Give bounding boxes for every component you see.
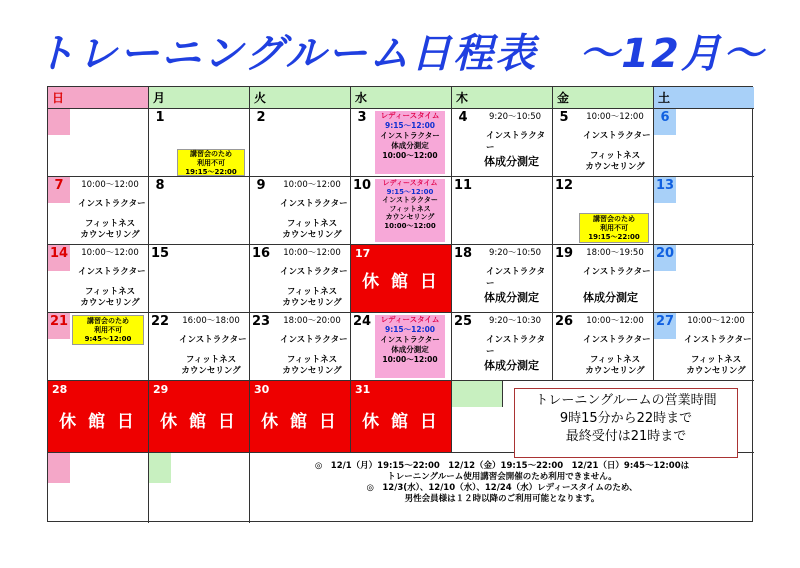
day-number: 10 [352,178,372,193]
body-comp-label: 体成分測定 [583,291,638,304]
instructor-label: インストラクター [583,335,651,345]
counsel-text: カウンセリング [282,366,342,376]
day-cell-11 [452,177,553,245]
fitness-text: フィットネス [84,287,136,297]
day-cell-1 [149,109,250,177]
day-cell-25 [452,313,553,381]
day-number: 27 [654,313,676,339]
session-time: 10:00～12:00 [81,248,139,258]
closed-day-17 [351,245,452,313]
session-time: 10:00～12:00 [283,180,341,190]
session-time: 18:00～19:50 [586,248,644,258]
day-cell-19 [553,245,654,313]
closed-day-29 [149,381,250,453]
instructor-label: インストラクター [280,267,348,277]
fitness-text: フィットネス [389,204,431,213]
day-cell-24 [351,313,452,381]
header-tue: 火 [250,87,351,109]
day-cell-12 [553,177,654,245]
day-cell-15 [149,245,250,313]
fitness-label [70,219,149,241]
notice-text: 利用不可 [600,224,628,232]
notice-text: 講習会のため [190,150,232,158]
day-number: 24 [352,314,372,329]
day-cell-21 [48,313,149,381]
day-number: 11 [453,178,473,193]
fitness-label [272,287,351,309]
header-wed: 水 [351,87,452,109]
session-time: 9:20～10:50 [488,248,542,258]
counsel-text: カウンセリング [181,366,241,376]
counsel-text: カウンセリング [282,298,342,308]
note-line-3: ◎ 12/3(水）、12/10（水）、12/24（水）レディースタイムのため、 [366,483,638,493]
day-cell-6 [654,109,754,177]
day-number: 3 [357,110,367,125]
day-number: 7 [48,177,70,203]
day-cell-20 [654,245,754,313]
ladies-time: 9:15～12:00 [384,325,436,334]
day-number: 26 [554,314,574,329]
day-number: 2 [256,110,266,125]
instructor-label: インストラクター [380,335,440,344]
day-cell-16 [250,245,351,313]
day-cell-13 [654,177,754,245]
fitness-text: フィットネス [286,287,338,297]
notice-box [177,149,245,176]
instructor-label: インストラクター [583,131,651,141]
hours-line-2: 9時15分から22時まで [559,411,693,426]
session-time: 9:20～10:30 [488,316,542,326]
session-time: 10:00～12:00 [586,112,644,122]
closed-day-30 [250,381,351,453]
sunday-marker [48,109,70,135]
business-hours-box [514,388,738,458]
instructor-label: インストラクター [179,335,247,345]
ladies-label: レディースタイム [380,111,440,120]
ladies-label: レディースタイム [380,315,440,324]
day-cell-23 [250,313,351,381]
day-number: 13 [654,177,676,203]
closed-label: 休 館 日 [362,412,440,432]
fitness-text: フィットネス [286,355,338,365]
instructor-label: インストラクター [280,335,348,345]
closed-label: 休 館 日 [261,412,339,432]
measure-time: 10:00～12:00 [382,355,438,364]
body-comp-label: 体成分測定 [484,155,539,168]
note-line-1: ◎ 12/1（月）19:15～22:00 12/12（金）19:15～22:00 12/21（日）9:45～12:00は [314,461,690,471]
ladies-time: 9:15～12:00 [386,187,434,196]
instructor-label: インストラクター [382,196,438,204]
fitness-text: フィットネス [589,151,641,161]
day-cell-9 [250,177,351,245]
hours-line-3: 最終受付は21時まで [565,429,687,444]
measure-label: 体成分測定 [391,345,429,354]
day-cell-26 [553,313,654,381]
day-number: 1 [155,110,165,125]
ladies-time-box [375,179,445,242]
fitness-label [575,151,654,173]
day-number: 20 [654,245,676,271]
header-mon: 月 [149,87,250,109]
day-cell-empty [149,453,250,523]
day-number: 25 [453,314,473,329]
instructor-label: インストラクター [280,199,348,209]
fitness-label [171,355,250,377]
fitness-text: フィットネス [84,219,136,229]
body-comp-label: 体成分測定 [484,291,539,304]
day-number: 6 [654,109,676,135]
day-cell-2 [250,109,351,177]
day-number: 4 [458,110,468,125]
day-number: 19 [554,246,574,261]
day-number: 28 [52,383,68,396]
instructor-label: インストラクター [486,267,546,289]
day-number: 29 [153,383,169,396]
day-cell-8 [149,177,250,245]
calendar-grid [47,86,753,522]
fitness-text: フィットネス [690,355,742,365]
day-cell-7 [48,177,149,245]
ladies-time-box [375,315,445,378]
fitness-label [575,355,654,377]
header-sun: 日 [48,87,149,109]
counsel-text: カウンセリング [585,162,645,172]
counsel-text: カウンセリング [80,298,140,308]
closed-day-31 [351,381,452,453]
day-number: 12 [554,178,574,193]
day-cell-empty [48,109,149,177]
day-number: 16 [251,246,271,261]
measure-time: 10:00～12:00 [382,151,438,160]
notice-box [72,315,144,345]
fitness-label [70,287,149,309]
sunday-marker [48,453,70,483]
notice-text: 利用不可 [197,159,225,167]
session-time: 10:00～12:00 [283,248,341,258]
fitness-text: フィットネス [286,219,338,229]
instructor-label: インストラクター [78,199,146,209]
page-title: トレーニングルーム日程表 ～12月～ [35,31,765,77]
counsel-text: カウンセリング [686,366,746,376]
day-number: 18 [453,246,473,261]
notice-text: 講習会のため [87,317,129,325]
day-number: 30 [254,383,270,396]
fitness-label [272,219,351,241]
counsel-text: カウンセリング [385,213,435,221]
day-cell-10 [351,177,452,245]
fitness-label [272,355,351,377]
fitness-label [676,355,754,377]
notice-text: 講習会のため [593,215,635,223]
note-line-2: トレーニングルーム使用講習会開催のため利用できません。 [387,472,617,482]
notice-time: 19:15～22:00 [588,233,640,241]
day-number: 21 [48,313,70,339]
day-number: 17 [355,247,371,260]
day-cell-27 [654,313,754,381]
header-fri: 金 [553,87,654,109]
ladies-time-box [375,111,445,174]
instructor-label: インストラクター [583,267,651,277]
day-number: 15 [150,246,170,261]
day-number: 23 [251,314,271,329]
notice-box [579,213,649,243]
session-time: 16:00～18:00 [182,316,240,326]
hours-line-1: トレーニングルームの営業時間 [535,393,717,408]
closed-label: 休 館 日 [362,272,440,292]
ladies-time: 9:15～12:00 [384,121,436,130]
closed-day-28 [48,381,149,453]
counsel-text: カウンセリング [80,230,140,240]
day-cell-18 [452,245,553,313]
notice-text: 利用不可 [94,326,122,334]
notice-time: 9:45～12:00 [84,335,132,343]
header-thu: 木 [452,87,553,109]
day-cell-14 [48,245,149,313]
notice-time: 19:15～22:00 [185,168,237,176]
instructor-label: インストラクター [380,131,440,140]
counsel-text: カウンセリング [585,366,645,376]
day-cell-22 [149,313,250,381]
day-number: 5 [559,110,569,125]
day-cell-4 [452,109,553,177]
closed-label: 休 館 日 [59,412,137,432]
day-cell-3 [351,109,452,177]
instructor-label: インストラクター [486,335,546,357]
day-number: 22 [150,314,170,329]
thursday-marker [452,381,503,407]
header-sat: 土 [654,87,754,109]
session-time: 10:00～12:00 [81,180,139,190]
closed-label: 休 館 日 [160,412,238,432]
instructor-label: インストラクター [684,335,752,345]
counsel-text: カウンセリング [282,230,342,240]
day-number: 9 [256,178,266,193]
notes-cell [250,453,754,523]
monday-marker [149,453,171,483]
day-number: 8 [155,178,165,193]
session-time: 10:00～12:00 [687,316,745,326]
day-cell-5 [553,109,654,177]
session-time: 10:00～12:00 [586,316,644,326]
day-cell-empty [48,453,149,523]
instructor-label: インストラクター [486,131,546,153]
session-time: 9:20～10:50 [488,112,542,122]
fitness-text: フィットネス [589,355,641,365]
body-comp-label: 体成分測定 [484,359,539,372]
measure-time: 10:00～12:00 [384,221,436,230]
note-line-4: 男性会員様は１２時以降のご利用可能となります。 [404,494,600,504]
session-time: 18:00～20:00 [283,316,341,326]
ladies-label: レディースタイム [382,179,438,187]
day-number: 14 [48,245,70,271]
day-number: 31 [355,383,371,396]
measure-label: 体成分測定 [391,141,429,150]
fitness-text: フィットネス [185,355,237,365]
instructor-label: インストラクター [78,267,146,277]
